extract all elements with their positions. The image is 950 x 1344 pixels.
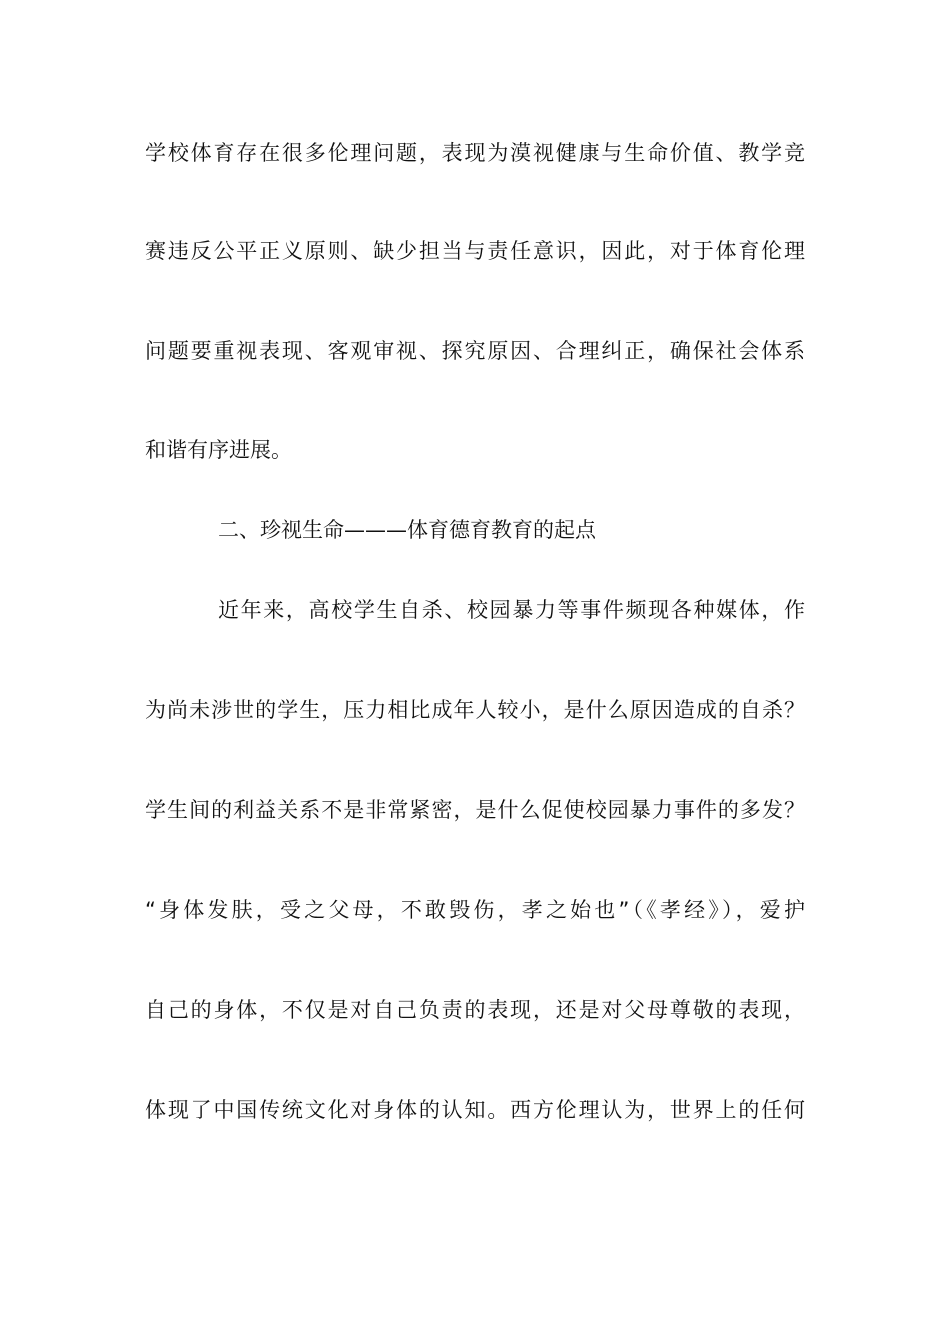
paragraph-2-line-4: “身体发肤，受之父母，不敢毁伤，孝之始也”（《孝经》），爱护 (145, 898, 805, 922)
paragraph-2-line-6: 体现了中国传统文化对身体的认知。西方伦理认为，世界上的任何 (145, 1098, 805, 1122)
section-heading: 二、珍视生命———体育德育教育的起点 (218, 518, 596, 542)
paragraph-2-line-2: 为尚未涉世的学生，压力相比成年人较小，是什么原因造成的自杀？ (145, 698, 805, 722)
paragraph-2-line-1: 近年来，高校学生自杀、校园暴力等事件频现各种媒体，作 (218, 598, 805, 622)
paragraph-1-line-2: 赛违反公平正义原则、缺少担当与责任意识，因此，对于体育伦理 (145, 239, 805, 263)
paragraph-1-line-4: 和谐有序进展。 (145, 438, 292, 462)
paragraph-2-line-3: 学生间的利益关系不是非常紧密，是什么促使校园暴力事件的多发？ (145, 798, 805, 822)
paragraph-1-line-3: 问题要重视表现、客观审视、探究原因、合理纠正，确保社会体系 (145, 339, 805, 363)
paragraph-2-line-5: 自己的身体，不仅是对自己负责的表现，还是对父母尊敬的表现， (145, 998, 805, 1022)
paragraph-1-line-1: 学校体育存在很多伦理问题，表现为漠视健康与生命价值、教学竞 (145, 141, 805, 165)
